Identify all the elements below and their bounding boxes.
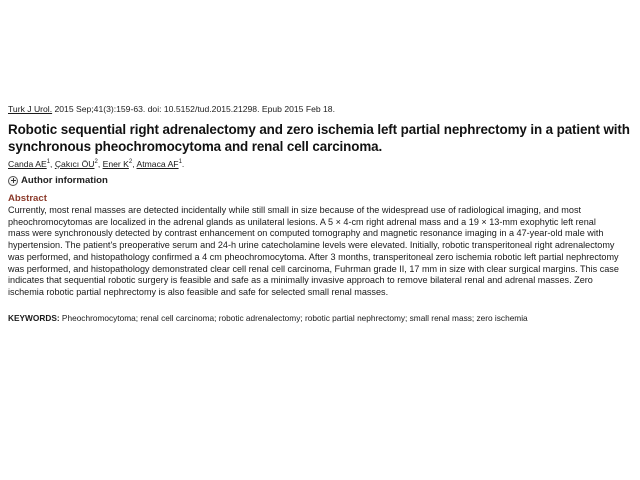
author-link[interactable]: Atmaca AF [136,159,179,169]
abstract-text: Currently, most renal masses are detected incidentally while still small in size because of the widespread use of radiological imaging, and most pheochromocytomas are localized in the adrenal glands as unilateral lesions. A 5 × 4-cm right adrenal mass and a 19 × 13-mm exophytic left renal mass were synchronously detected by contrast enhancement on computed tomography and magnetic resonance imaging in a 47-year-old male with hypertension. The patient's preoperative serum and 24-h urine catecholamine levels were elevated. Initially, robotic transperitoneal right adrenalectomy was performed, and histopathology confirmed a 4 cm pheochromocytoma. After 3 months, transperitoneal zero ischemia robotic left partial nephrectomy was performed, and histopathology demonstrated clear cell renal cell carcinoma, Fuhrman grade II, 17 mm in size with clear surgical margins. This case indicates that sequential robotic surgery is feasible and safe as a minimally invasive approach to remove bilateral renal and adrenal masses. Zero ischemia robotic partial nephrectomy is also feasible and safe for selected small renal masses. [8,205,619,297]
author-affiliation: 2 [94,159,98,166]
citation-line [8,104,632,115]
article-title: Robotic sequential right adrenalectomy and zero ischemia left partial nephrectomy in a patient with synchronous pheochromocytoma and renal cell carcinoma. [8,122,630,154]
article-page [8,104,632,324]
author-information-label: Author information [21,175,108,186]
author-list: Canda $AE^1$, Çakıcı $ÖU^2$, Ener $K^2$, Atmaca $AF^1$. [8,159,185,169]
author-affiliation: 2 [128,159,133,166]
author-link[interactable]: Canda AE [8,159,47,169]
citation-details: 2015 Sep;41(3):159-63. doi: 10.5152/tud.2015.21298. Epub 2015 Feb 18. [52,104,335,114]
author-affiliation: 1 [178,159,182,166]
author-information-toggle[interactable] [8,175,632,186]
journal-link[interactable]: Turk J Urol. [8,104,53,114]
keywords-label: KEYWORDS: [8,312,60,323]
author-affiliation: 1 [46,159,51,166]
expand-plus-icon[interactable] [8,176,18,186]
author-link[interactable]: Çakıcı ÖU [54,159,95,169]
author-link[interactable]: Ener K [102,159,129,169]
keywords-line [8,313,632,324]
keywords-text: Pheochromocytoma; renal cell carcinoma; robotic adrenalectomy; robotic partial nephrectomy; small renal mass; zero ischemia [59,312,528,323]
abstract-heading: Abstract [8,193,47,204]
